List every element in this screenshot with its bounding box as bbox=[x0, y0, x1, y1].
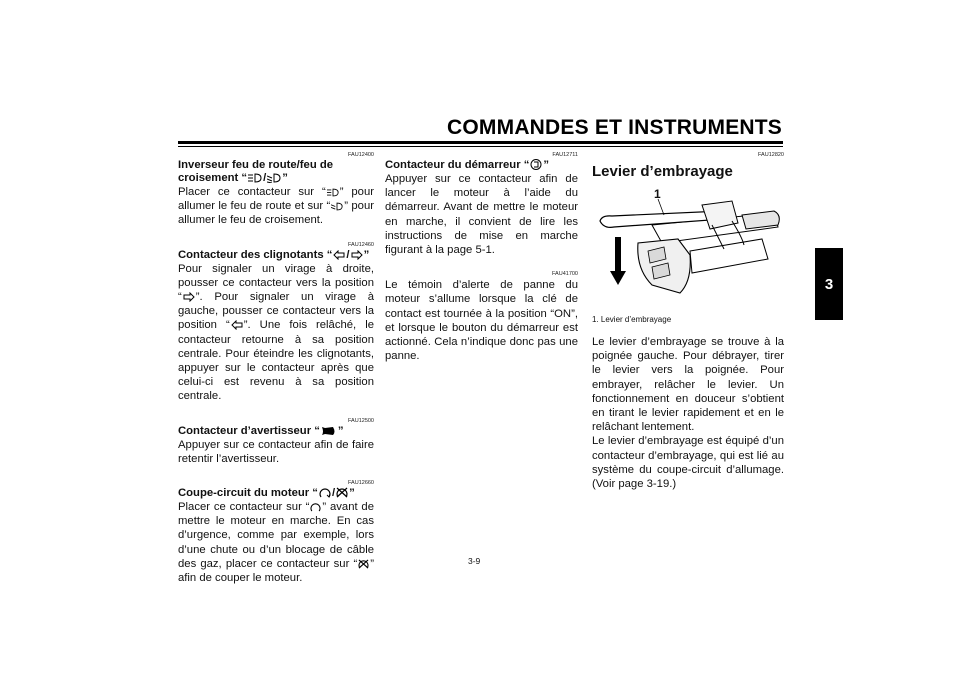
turn-left-icon bbox=[231, 320, 243, 330]
section-body: Appuyer sur ce contacteur afin de faire retentir l’avertisseur. bbox=[178, 438, 374, 465]
reference-code: FAU12820 bbox=[758, 152, 784, 158]
header-rule-thin bbox=[178, 146, 783, 147]
section-body: Placer ce contacteur sur “ ” avant de mettre le moteur en marche. En cas d’urgence, comme par exemple, lors d’une chute ou d’un blocage de câble des gaz, placer ce contacteur sur “ ” afin de couper le moteur. bbox=[178, 501, 374, 585]
chapter-tab: 3 bbox=[815, 248, 843, 320]
column-right bbox=[592, 150, 784, 491]
section-body: Le levier d’embrayage se trouve à la poignée gauche. Pour débrayer, tirer le levier vers la poignée. Pour embrayer, relâcher le levier. Un fonctionnement en douceur s’obtient en tirant le levier rapidement et en le relâchant lentement. bbox=[592, 336, 784, 434]
section-body-continued: Le levier d’embrayage est équipé d’un contacteur d’embrayage, qui est lié au système du coupe-circuit d’allumage. (Voir page 3-19.) bbox=[592, 435, 784, 491]
starter-icon bbox=[530, 159, 542, 170]
low-beam-icon bbox=[267, 173, 281, 183]
high-beam-icon bbox=[248, 173, 262, 183]
reference-code: FAU12460 bbox=[348, 241, 374, 248]
section-title: Levier d’embrayage bbox=[592, 163, 733, 180]
reference-code: FAU41700 bbox=[552, 271, 578, 278]
section-title: Contacteur d’avertisseur “ ” bbox=[178, 424, 344, 437]
section-horn-switch bbox=[178, 418, 374, 466]
figure-callout-number: 1 bbox=[654, 187, 661, 201]
engine-stop-icon bbox=[336, 487, 348, 498]
section-body: Appuyer sur ce contacteur afin de lancer le moteur à l’aide du démarreur. Avant de mettre le moteur en marche, il convient de lire les instructions de mise en marche figurant à la page 5-1. bbox=[385, 173, 578, 257]
horn-icon bbox=[321, 426, 337, 436]
section-engine-stop-switch bbox=[178, 480, 374, 585]
section-body: Le témoin d’alerte de panne du moteur s’allume lorsque la clé de contact est tournée à la position “ON”, et lorsque le bouton du démarreur est actionné. Cela n’indique donc pas une panne. bbox=[385, 279, 578, 363]
section-body: Placer ce contacteur sur “ ” pour allumer le feu de route et sur “ ” pour allumer le feu de croisement. bbox=[178, 186, 374, 227]
section-body: Pour signaler un virage à droite, pousser ce contacteur vers la position “ ”. Pour signaler un virage à gauche, pousser ce contacteur vers la position “ ”. Une fois relâché, le contacteur retourne à sa position centrale. Pour éteindre les clignotants, appuyer sur le contacteur après que celui-ci est revenu à sa position centrale. bbox=[178, 262, 375, 403]
engine-stop-icon bbox=[358, 559, 369, 569]
section-title: Contacteur des clignotants “ / ” bbox=[178, 248, 370, 261]
reference-code: FAU12660 bbox=[348, 480, 374, 487]
high-beam-icon bbox=[327, 188, 339, 197]
low-beam-icon bbox=[331, 202, 343, 211]
column-middle bbox=[385, 150, 578, 377]
turn-left-icon bbox=[333, 250, 345, 260]
page-number: 3-9 bbox=[468, 556, 481, 566]
engine-run-icon bbox=[319, 487, 331, 498]
turn-right-icon bbox=[351, 250, 363, 260]
section-start-switch bbox=[385, 152, 578, 257]
clutch-lever-figure bbox=[592, 185, 784, 303]
section-turn-signal-switch bbox=[178, 242, 374, 404]
section-title: Coupe-circuit du moteur “ / ” bbox=[178, 487, 355, 500]
reference-code: FAU12711 bbox=[552, 152, 578, 158]
reference-code: FAU12400 bbox=[348, 152, 374, 158]
page-header-title: COMMANDES ET INSTRUMENTS bbox=[447, 116, 782, 139]
reference-code: FAU12500 bbox=[348, 417, 374, 424]
section-title: Inverseur feu de route/feu de croisement “ / ” bbox=[178, 159, 334, 184]
section-title: Contacteur du démarreur “ ” bbox=[385, 159, 550, 171]
clutch-lever-illustration bbox=[592, 185, 784, 303]
header-rule bbox=[178, 141, 783, 144]
figure-caption: 1. Levier d’embrayage bbox=[592, 315, 672, 324]
section-engine-warning-note bbox=[385, 271, 578, 363]
section-dimmer-switch bbox=[178, 152, 374, 228]
column-left bbox=[178, 150, 374, 599]
turn-right-icon bbox=[183, 292, 195, 302]
engine-run-icon bbox=[310, 502, 321, 512]
